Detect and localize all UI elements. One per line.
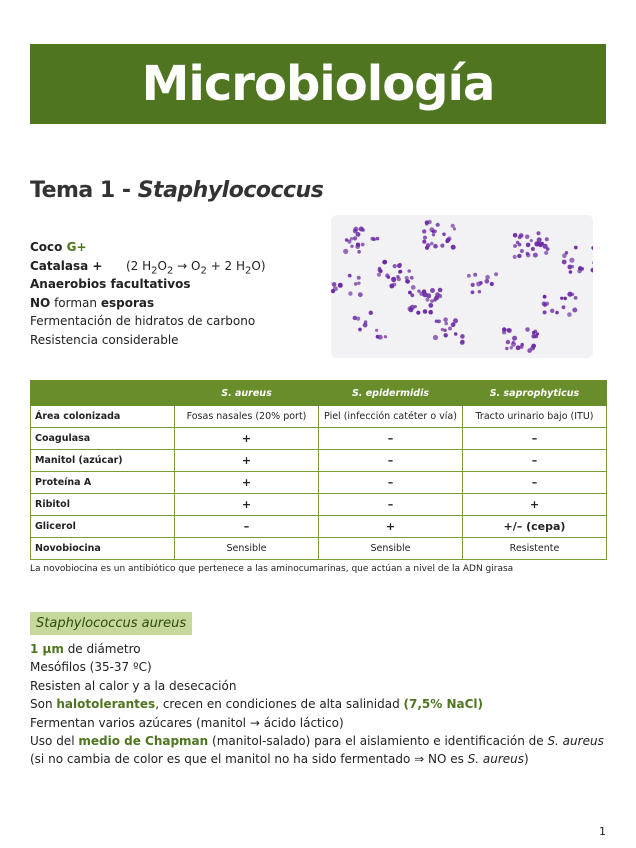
table-footnote: La novobiocina es un antibiótico que pertenece a las aminocumarinas, que actúan a nivel de la ADN girasa [30, 564, 514, 574]
topic-heading [30, 178, 323, 203]
prop-catalasa [30, 257, 266, 276]
prop-catalasa-label: Catalasa + [30, 258, 103, 273]
prop-anaerobios: Anaerobios facultativos [30, 277, 191, 291]
prop-coco [30, 238, 255, 257]
table-row-label: Novobiocina [31, 538, 175, 560]
table-row [31, 472, 607, 494]
page-number: 1 [599, 825, 606, 838]
table-row-label: Área colonizada [31, 406, 175, 428]
prop-resistencia: Resistencia considerable [30, 332, 179, 347]
table-row-label: Ribitol [31, 494, 175, 516]
prop-fermentacion: Fermentación de hidratos de carbono [30, 314, 256, 328]
section-body [30, 640, 604, 769]
table-cell: – [319, 428, 463, 450]
table-cell: – [319, 494, 463, 516]
table-cell: + [175, 472, 319, 494]
table-cell: – [463, 472, 607, 494]
table-header-cell: S. aureus [175, 381, 319, 406]
body-line: Resisten al calor y a la desecación [30, 678, 237, 693]
cocci-stain-illustration [331, 215, 593, 358]
table-row [31, 428, 607, 450]
table-cell: + [175, 450, 319, 472]
properties-list [30, 238, 266, 349]
table-cell: +/– (cepa) [463, 516, 607, 538]
table-cell: – [319, 450, 463, 472]
body-line: (si no cambia de color es que el manitol no ha sido fermentado ⇒ NO es S. aureus) [30, 752, 529, 767]
body-line: Uso del medio de Chapman (manitol-salado) para el aislamiento e identificación de S. aureus [30, 734, 604, 749]
table-cell: – [175, 516, 319, 538]
table-cell: + [319, 516, 463, 538]
table-cell: Fosas nasales (20% port) [175, 406, 319, 428]
table-row [31, 494, 607, 516]
table-cell: Resistente [463, 538, 607, 560]
table-cell: – [319, 472, 463, 494]
table-cell: Sensible [319, 538, 463, 560]
prop-coco-gram: G+ [66, 240, 87, 254]
table-row [31, 406, 607, 428]
table-row [31, 450, 607, 472]
body-line: Fermentan varios azúcares (manitol → ácido láctico) [30, 715, 344, 730]
table-header-cell: S. epidermidis [319, 381, 463, 406]
body-line: Son halotolerantes, crecen en condiciones de alta salinidad (7,5% NaCl) [30, 697, 483, 712]
table-row-label: Coagulasa [31, 428, 175, 450]
prop-coco-label: Coco [30, 240, 63, 254]
table-cell: + [175, 494, 319, 516]
table-row [31, 538, 607, 560]
table-row [31, 516, 607, 538]
table-row-label: Manitol (azúcar) [31, 450, 175, 472]
species-comparison-table [30, 380, 607, 560]
micrograph-image [331, 215, 593, 358]
catalasa-formula: (2 $H_2O_2 \to O_2 + 2$ $H_2O$) [126, 258, 266, 276]
page-title: Microbiología [141, 56, 495, 112]
table-row-label: Proteína A [31, 472, 175, 494]
table-cell: Sensible [175, 538, 319, 560]
body-line: 1 µm de diámetro [30, 642, 141, 656]
table-header-cell [31, 381, 175, 406]
body-line: Mesófilos (35-37 ºC) [30, 660, 152, 675]
table-cell: + [463, 494, 607, 516]
topic-name: Staphylococcus [137, 178, 324, 203]
table-cell: Tracto urinario bajo (ITU) [463, 406, 607, 428]
table-cell: – [463, 450, 607, 472]
title-banner [30, 44, 606, 124]
table-header-cell: S. saprophyticus [463, 381, 607, 406]
table-header-row [31, 381, 607, 406]
prop-esporas: NO forman esporas [30, 295, 155, 310]
section-heading: Staphylococcus aureus [30, 612, 192, 635]
table-cell: Piel (infección catéter o vía) [319, 406, 463, 428]
table-cell: + [175, 428, 319, 450]
table-cell: – [463, 428, 607, 450]
table-row-label: Glicerol [31, 516, 175, 538]
topic-prefix: Tema 1 - [30, 178, 138, 203]
